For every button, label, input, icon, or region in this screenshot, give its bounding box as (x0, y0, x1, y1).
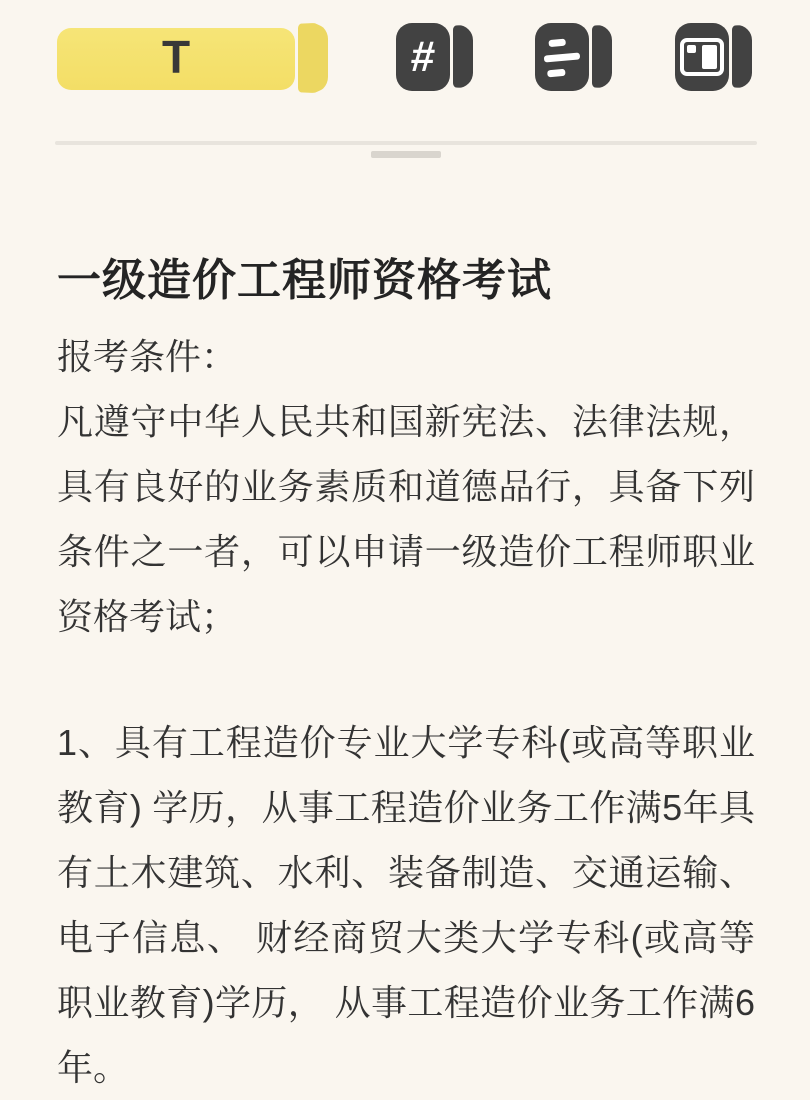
layout-columns-icon (680, 38, 724, 76)
toolbar-divider (55, 141, 757, 145)
text-line: 凡遵守中华人民共和国新宪法、法律法规， (57, 401, 755, 442)
text-line: 具有良好的业务素质和道德品行，具备下列 (57, 466, 755, 507)
text-line: 资格考试； (57, 596, 238, 637)
paragraph (57, 324, 755, 649)
text-line: 条件之一者，可以申请一级造价工程师职业 (57, 531, 755, 572)
hashtag-tool-button[interactable] (396, 23, 473, 91)
layout-tool-button[interactable] (675, 23, 752, 91)
sheet-drag-handle[interactable] (371, 151, 441, 158)
layout-key-side (732, 25, 752, 88)
text-lines-key-side (592, 25, 612, 88)
text-line: 教育) 学历，从事工程造价业务工作满5年具 (57, 787, 755, 828)
text-line: 有土木建筑、水利、装备制造、交通运输、 (57, 852, 755, 893)
document-title: 一级造价工程师资格考试 (57, 256, 552, 306)
text-lines-icon (542, 37, 581, 77)
paragraph (57, 710, 755, 1100)
text-line: 报考条件： (57, 336, 238, 377)
text-lines-tool-button[interactable] (535, 23, 612, 91)
text-line: 年。 (57, 1047, 130, 1088)
text-style-key-face (57, 28, 295, 90)
layout-key-face (675, 23, 729, 91)
text-style-key-side (298, 23, 328, 93)
text-style-label: T (161, 31, 191, 83)
text-line: 职业教育)学历， 从事工程造价业务工作满6 (57, 982, 755, 1023)
text-line: 电子信息、 财经商贸大类大学专科(或高等 (57, 917, 755, 958)
hashtag-key-side (453, 25, 473, 88)
hashtag-key-face (396, 23, 450, 91)
text-lines-key-face (535, 23, 589, 91)
hashtag-icon: # (409, 32, 437, 81)
text-line: 1、具有工程造价专业大学专科(或高等职业 (57, 722, 755, 763)
text-style-button[interactable] (57, 28, 328, 93)
document-body[interactable] (57, 324, 755, 1100)
